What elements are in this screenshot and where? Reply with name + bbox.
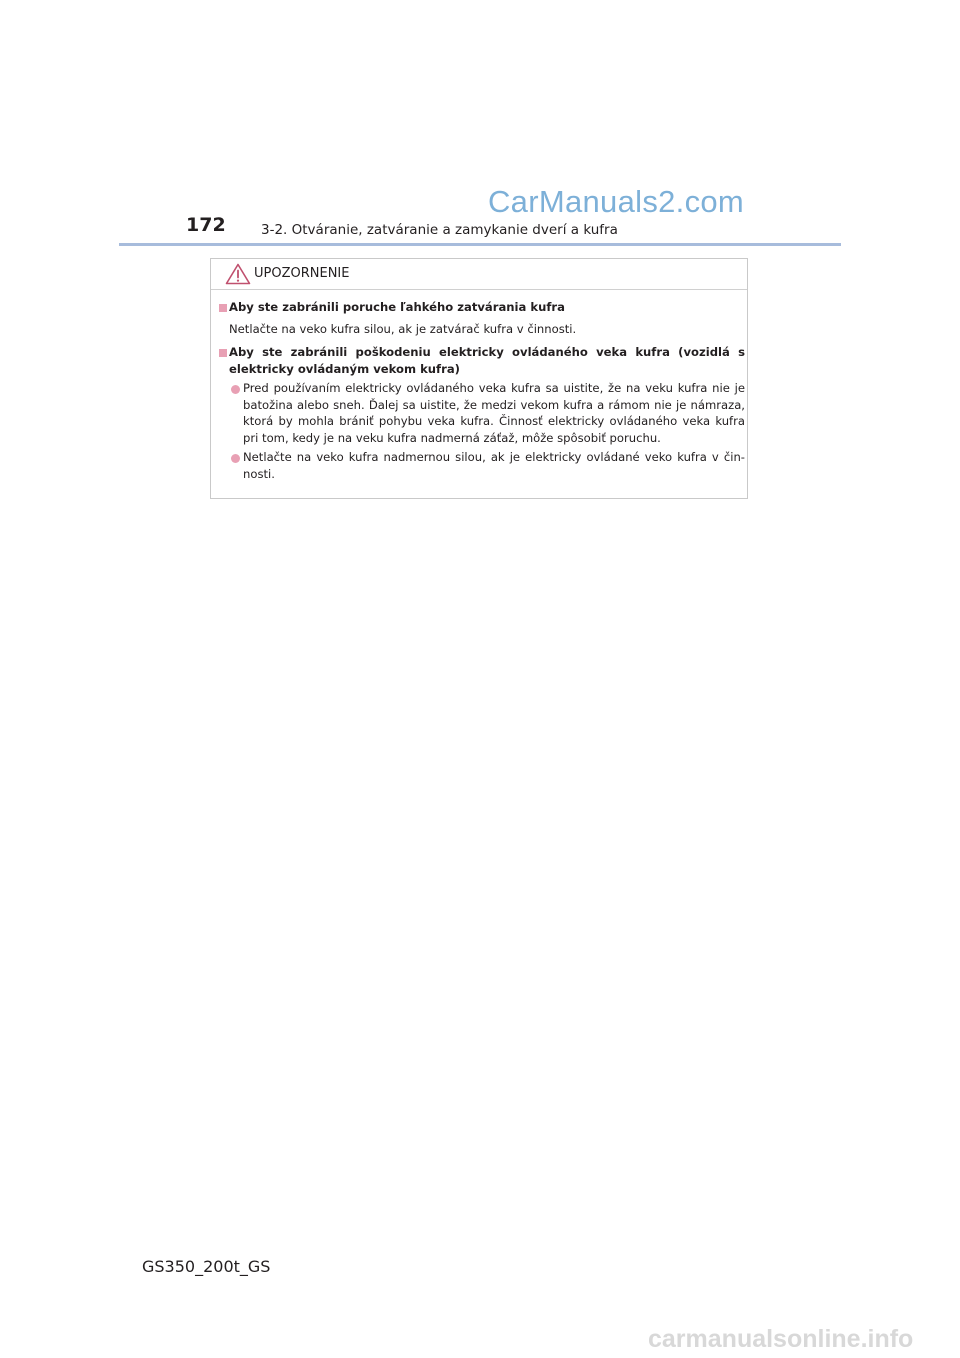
watermark-top-logo: CarManuals2.com xyxy=(488,184,745,219)
caution-header xyxy=(211,259,747,290)
footer-model-code: GS350_200t_GS xyxy=(142,1257,271,1276)
header-rule xyxy=(119,243,841,246)
caution-subitem-text: Pred používaním elektricky ovládaného veka kufra sa uistite, že na veku kufra nie je batožina alebo sneh. Ďalej sa uistite, že medzi vekom kufra a rámom nie je námraza, ktorá by mohla brániť pohybu veka kufra. Činnosť elektricky ovládaného veka kufra pri tom, kedy je na veku kufra nadmerná záťaž, môže spôsobiť poruchu. xyxy=(243,381,745,445)
page-number: 172 xyxy=(186,214,226,236)
caution-subitem-text: Netlačte na veko kufra nadmernou silou, ak je elektricky ovládané veko kufra v čin- nosti. xyxy=(243,450,745,481)
section-title: 3-2. Otváranie, zatváranie a zamykanie dverí a kufra xyxy=(261,222,618,238)
square-bullet-icon xyxy=(219,304,227,312)
caution-label: UPOZORNENIE xyxy=(254,266,350,281)
circle-bullet-icon xyxy=(231,385,240,394)
warning-triangle-icon xyxy=(225,263,251,285)
circle-bullet-icon xyxy=(231,454,240,463)
caution-item-heading: Aby ste zabránili poškodeniu elektricky ovládaného veka kufra (vozidlá s elektricky ovládaným vekom kufra) xyxy=(229,345,745,376)
caution-item-text: Netlačte na veko kufra silou, ak je zatvárač kufra v činnosti. xyxy=(229,322,577,336)
caution-item-heading: Aby ste zabránili poruche ľahkého zatvárania kufra xyxy=(229,300,565,314)
caution-box xyxy=(210,258,748,499)
square-bullet-icon xyxy=(219,349,227,357)
watermark-bottom-logo: carmanualsonline.info xyxy=(648,1325,914,1353)
